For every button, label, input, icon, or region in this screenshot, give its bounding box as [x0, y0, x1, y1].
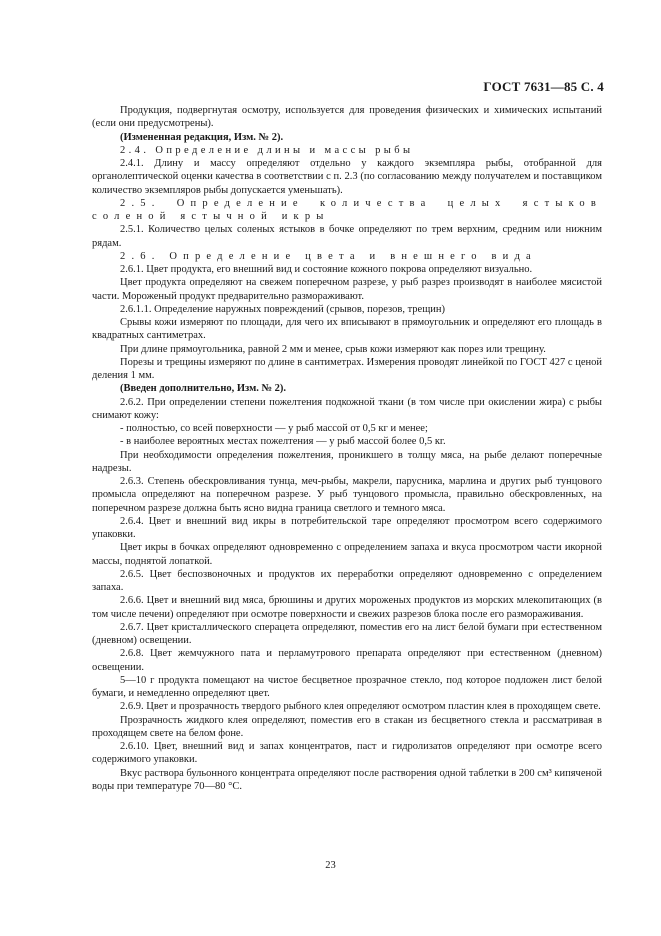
paragraph: 2.6.2. При определении степени пожелтения подкожной ткани (в том числе при окислении жира) с рыбы снимают кожу:: [92, 396, 602, 421]
paragraph: При необходимости определения пожелтения, проникшего в толщу мяса, на рыбе делают поперечные надрезы.: [92, 449, 602, 474]
amendment-note: (Измененная редакция, Изм. № 2).: [120, 131, 284, 143]
paragraph: 2.6.6. Цвет и внешний вид мяса, брюшины и других мороженых продуктов из морских млекопитающих (в том числе печени) определяют при осмотре поверхности и свежих разрезов блока после его размораживания.: [92, 595, 602, 620]
amendment-note: (Введен дополнительно, Изм. № 2).: [120, 383, 287, 395]
paragraph: 2.6.4. Цвет и внешний вид икры в потребительской таре определяют просмотром всего содержимого упаковки.: [92, 515, 602, 540]
paragraph: Цвет икры в бочках определяют одновременно с определением запаха и вкуса просмотром части икорной массы, поднятой лопаткой.: [92, 542, 602, 567]
document-reference: ГОСТ 7631—85 С. 4: [483, 79, 604, 94]
paragraph: 5—10 г продукта помещают на чистое бесцветное прозрачное стекло, под которое подложен лист белой бумаги, и немедленно определяют цвет.: [92, 674, 602, 699]
paragraph: 2.6.1.1. Определение наружных повреждений (срывов, порезов, трещин): [120, 303, 446, 315]
paragraph: Прозрачность жидкого клея определяют, поместив его в стакан из бесцветного стекла и рассматривая в проходящем свете на белом фоне.: [92, 714, 602, 739]
page-number: 23: [325, 860, 336, 871]
paragraph: Цвет продукта определяют на свежем поперечном разрезе, у рыб разрез производят в наиболее мясистой части. Мороженый продукт предварительно размораживают.: [92, 277, 602, 302]
paragraph: 2.4.1. Длину и массу определяют отдельно у каждого экземпляра рыбы, отобранной для органолептической оценки качества в соответствии с п. 2.3 (по согласованию между получателем и поставщиком количество экземпляров рыбы допускается уменьшать).: [92, 158, 602, 196]
paragraph: 2.5. Определение количества целых ястыков соленой ястычной икры: [92, 197, 602, 222]
paragraph: Вкус раствора бульонного концентрата определяют после растворения одной таблетки в 200 см³ кипяченой воды при температуре 70—80 °С.: [92, 767, 602, 792]
paragraph: 2.6.8. Цвет жемчужного пата и перламутрового препарата определяют при естественном (дневном) освещении.: [92, 648, 602, 673]
paragraph: Продукция, подвергнутая осмотру, используется для проведения физических и химических испытаний (если они предусмотрены).: [92, 105, 602, 130]
paragraph: 2.6.7. Цвет кристаллического сперацета определяют, поместив его на лист белой бумаги при естественном (дневном) освещении.: [92, 621, 602, 646]
paragraph: 2.6.9. Цвет и прозрачность твердого рыбного клея определяют осмотром пластин клея в проходящем свете.: [120, 701, 601, 713]
paragraph: 2.6.1. Цвет продукта, его внешний вид и состояние кожного покрова определяют визуально.: [120, 264, 533, 275]
paragraph: 2.6. Определение цвета и внешнего вида: [120, 250, 537, 262]
paragraph: 2.6.10. Цвет, внешний вид и запах концентратов, паст и гидролизатов определяют при осмотре всего содержимого упаковки.: [92, 741, 602, 766]
paragraph: Порезы и трещины измеряют по длине в сантиметрах. Измерения проводят линейкой по ГОСТ 427 с ценой деления 1 мм.: [92, 356, 602, 381]
paragraph: 2.6.5. Цвет беспозвоночных и продуктов их переработки определяют одновременно с определением запаха.: [92, 568, 602, 593]
paragraph: 2.4. Определение длины и массы рыбы: [120, 144, 414, 156]
paragraph: Срывы кожи измеряют по площади, для чего их вписывают в прямоугольник и определяют его площадь в квадратных сантиметрах.: [92, 317, 602, 342]
paragraph: - полностью, со всей поверхности — у рыб массой от 0,5 кг и менее;: [120, 423, 428, 434]
paragraph: При длине прямоугольника, равной 2 мм и менее, срыв кожи измеряют как порез или трещину.: [120, 343, 546, 355]
document-body: [92, 104, 602, 793]
paragraph: 2.5.1. Количество целых соленых ястыков в бочке определяют по трем верхним, средним или нижним рядам.: [92, 224, 602, 249]
paragraph: - в наиболее вероятных местах пожелтения — у рыб массой более 0,5 кг.: [120, 436, 446, 448]
paragraph: 2.6.3. Степень обескровливания тунца, меч-рыбы, макрели, парусника, марлина и других рыб тунцового промысла определяют на поперечном разрезе. У рыб тунцового промысла, правильно обескровленных, на поперечном разрезе должна быть ясно видна граница светлого и темного мяса.: [92, 476, 602, 514]
